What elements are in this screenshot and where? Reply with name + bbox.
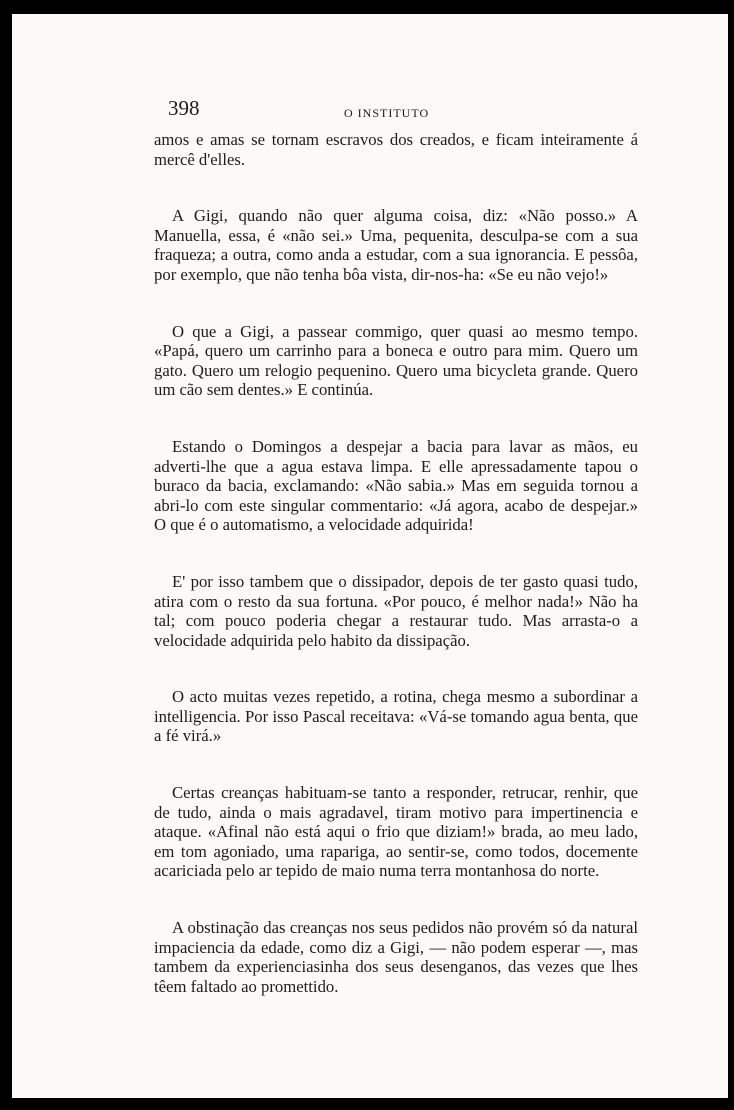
page-number: 398	[168, 96, 200, 120]
body-text	[154, 130, 638, 996]
paragraph-2: A Gigi, quando não quer alguma coisa, diz: «Não posso.» A Manuella, essa, é «não sei.» Uma, pequenita, desculpa-se com a sua fraqueza; a outra, como anda a estudar, com a sua ignorancia. E pessôa, por exemplo, que não tenha bôa vista, dir-nos-ha: «Se eu não vejo!»	[154, 206, 638, 284]
paragraph-4: Estando o Domingos a despejar a bacia para lavar as mãos, eu adverti-lhe que a agua estava limpa. E elle apressadamente tapou o buraco da bacia, exclamando: «Não sabia.» Mas em seguida tornou a abri-lo com este singular commentario: «Já agora, acabo de despejar.» O que é o automatismo, a velocidade adquirida!	[154, 436, 638, 535]
paragraph-7: Certas creanças habituam-se tanto a responder, retrucar, renhir, que de tudo, ainda o mais agradavel, tiram motivo para impertinencia e ataque. «Afinal não está aqui o frio que diziam!» brada, ao meu lado, em tom agoniado, uma rapariga, ao sentir-se, como todos, docemente acariciada pelo ar tepido de maio numa terra montanhosa do norte.	[154, 783, 638, 881]
running-title: O INSTITUTO	[344, 106, 430, 120]
paragraph-1: amos e amas se tornam escravos dos creados, e ficam inteiramente á mercê d'elles.	[154, 130, 638, 169]
paragraph-3: O que a Gigi, a passear commigo, quer quasi ao mesmo tempo. «Papá, quero um carrinho para a boneca e outro para mim. Quero um gato. Quero um relogio pequenino. Quero uma bicycleta grande. Quero um cão sem dentes.» E continúa.	[154, 321, 638, 400]
paragraph-6: O acto muitas vezes repetido, a rotina, chega mesmo a subordinar a intelligencia. Por isso Pascal receitava: «Vá-se tomando agua benta, que a fé virá.»	[154, 687, 638, 746]
paragraph-8: A obstinação das creanças nos seus pedidos não provém só da natural impaciencia da edade, como diz a Gigi, — não podem esperar —, mas tambem da experienciasinha dos seus desenganos, das vezes que lhes têem faltado ao promettido.	[154, 918, 638, 996]
page-header	[168, 96, 656, 126]
paragraph-5: E' por isso tambem que o dissipador, depois de ter gasto quasi tudo, atira com o resto da sua fortuna. «Por pouco, é melhor nada!» Não ha tal; com pouco poderia chegar a restaurar tudo. Mas arrasta-o a velocidade adquirida pelo habito da dissipação.	[154, 571, 638, 650]
